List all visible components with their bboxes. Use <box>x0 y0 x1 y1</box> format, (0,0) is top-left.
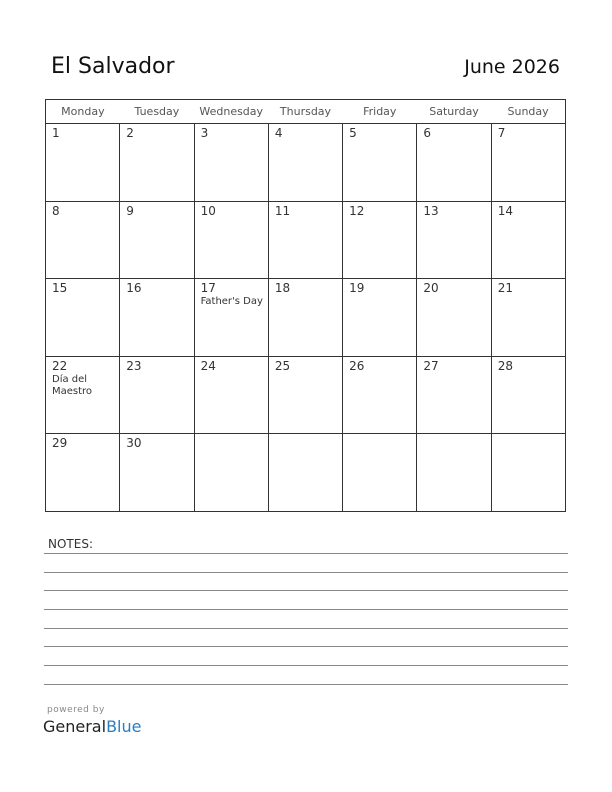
day-cell <box>46 279 120 357</box>
day-number: 21 <box>497 281 513 296</box>
note-line <box>44 628 568 629</box>
day-cell <box>268 124 342 202</box>
day-cell <box>417 434 491 512</box>
day-number: 11 <box>274 203 291 218</box>
day-number: 9 <box>126 203 134 218</box>
day-cell <box>417 201 491 279</box>
day-cell <box>194 356 268 434</box>
day-cell <box>491 201 565 279</box>
weekday-header: Sunday <box>491 100 565 124</box>
day-cell <box>491 124 565 202</box>
holiday-label: Father's Day <box>200 296 263 308</box>
day-cell <box>417 279 491 357</box>
day-cell <box>46 124 120 202</box>
day-cell <box>120 434 194 512</box>
brand-logo <box>43 717 141 736</box>
day-cell <box>120 201 194 279</box>
day-number: 23 <box>126 358 142 373</box>
day-number: 8 <box>52 203 60 218</box>
powered-by-text: powered by <box>47 705 105 715</box>
day-number: 30 <box>126 436 142 451</box>
day-number: 5 <box>349 126 357 140</box>
day-number: 26 <box>349 358 365 373</box>
day-cell <box>417 124 491 202</box>
day-number: 17 <box>200 281 216 296</box>
weekday-header: Monday <box>46 100 120 124</box>
day-number: 15 <box>52 281 68 296</box>
day-number: 25 <box>274 358 291 373</box>
weekday-header: Tuesday <box>120 100 194 124</box>
day-cell <box>46 201 120 279</box>
week-row <box>46 279 566 357</box>
day-number: 29 <box>52 436 68 451</box>
weekday-header: Thursday <box>268 100 342 124</box>
note-line <box>44 553 568 554</box>
note-line <box>44 646 568 647</box>
note-line <box>44 684 568 685</box>
day-cell <box>491 434 565 512</box>
day-number: 4 <box>274 126 283 140</box>
day-number: 28 <box>497 358 513 373</box>
day-number: 12 <box>349 203 365 218</box>
week-row <box>46 201 566 279</box>
day-cell <box>491 279 565 357</box>
note-line <box>44 665 568 666</box>
day-number: 3 <box>200 126 209 140</box>
day-number: 16 <box>126 281 142 296</box>
holiday-label: Día del Maestro <box>52 373 93 397</box>
day-number: 13 <box>423 203 439 218</box>
day-cell <box>417 356 491 434</box>
note-line <box>44 572 568 573</box>
day-cell <box>120 124 194 202</box>
note-line <box>44 609 568 610</box>
calendar-grid <box>45 99 566 512</box>
day-cell <box>268 434 342 512</box>
day-cell <box>343 124 417 202</box>
day-number: 2 <box>126 126 134 140</box>
day-cell <box>343 201 417 279</box>
day-number: 6 <box>423 126 432 140</box>
weekday-header: Wednesday <box>194 100 268 124</box>
day-cell <box>46 434 120 512</box>
day-number: 24 <box>200 358 216 373</box>
week-row <box>46 434 566 512</box>
day-number: 22 <box>52 358 68 373</box>
day-number: 1 <box>52 126 60 140</box>
month-title: June 2026 <box>464 56 560 78</box>
day-cell <box>194 124 268 202</box>
day-cell <box>120 356 194 434</box>
brand-general: General <box>43 717 107 736</box>
day-cell <box>343 279 417 357</box>
week-row <box>46 356 566 434</box>
day-number: 7 <box>497 126 506 140</box>
note-line <box>44 590 568 591</box>
day-cell <box>343 356 417 434</box>
day-number: 19 <box>349 281 365 296</box>
day-cell <box>268 279 342 357</box>
day-number: 27 <box>423 358 439 373</box>
notes-label: NOTES: <box>48 537 93 551</box>
day-cell <box>268 201 342 279</box>
day-cell <box>268 356 342 434</box>
weekday-header-row <box>46 100 566 124</box>
day-cell <box>46 356 120 434</box>
day-cell <box>120 279 194 357</box>
day-cell <box>194 201 268 279</box>
brand-blue: Blue <box>106 717 142 736</box>
day-cell <box>194 279 268 357</box>
day-number: 10 <box>200 203 216 218</box>
day-number: 20 <box>423 281 439 296</box>
country-title: El Salvador <box>51 54 175 79</box>
day-cell <box>491 356 565 434</box>
day-cell <box>194 434 268 512</box>
day-number: 14 <box>497 203 513 218</box>
weekday-header: Friday <box>343 100 417 124</box>
day-cell <box>343 434 417 512</box>
day-number: 18 <box>274 281 291 296</box>
week-row <box>46 124 566 202</box>
weekday-header: Saturday <box>417 100 491 124</box>
